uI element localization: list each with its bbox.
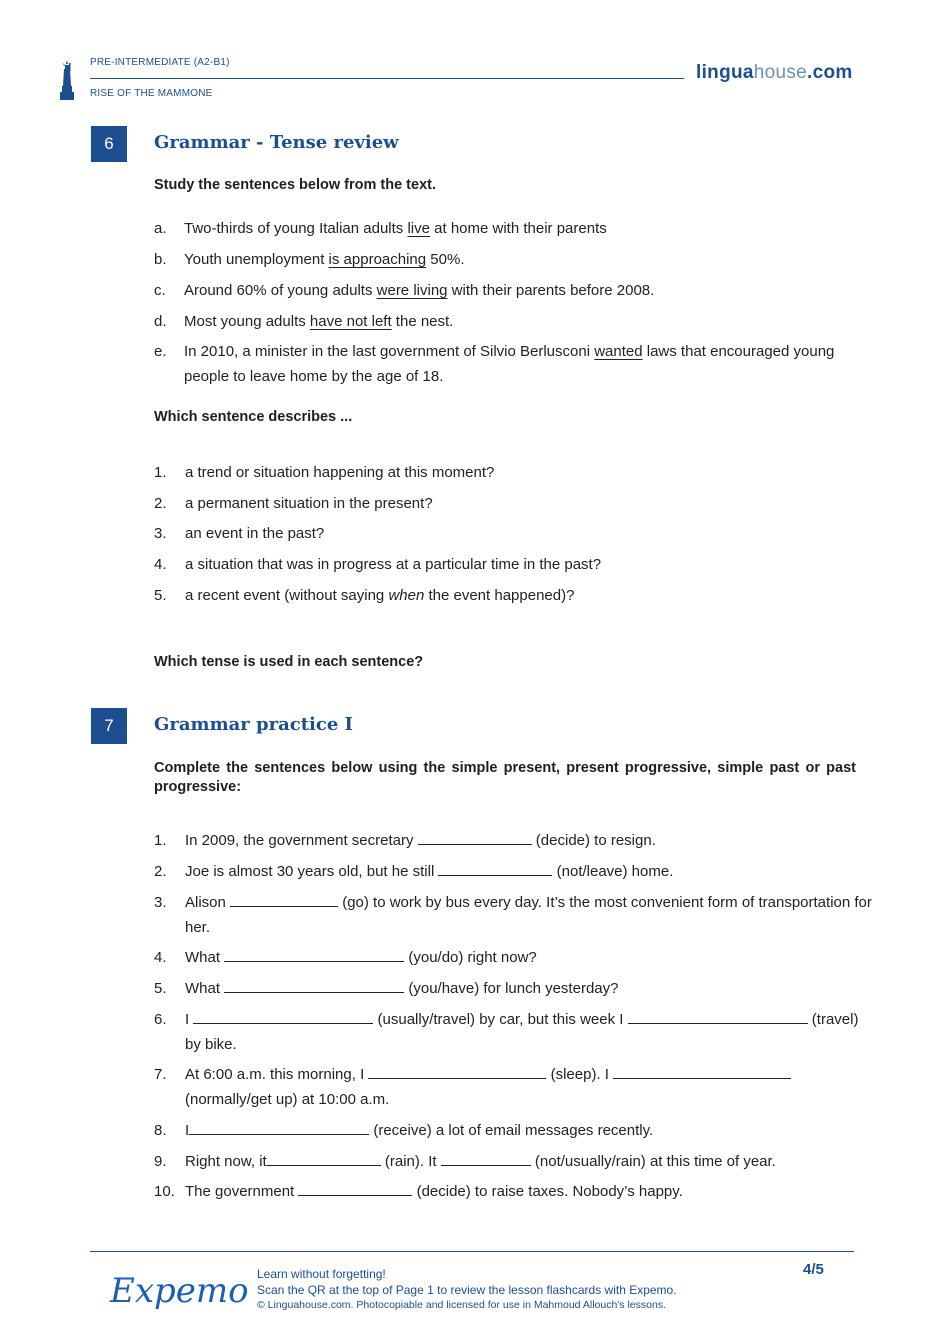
item-marker: 5.: [154, 587, 167, 604]
exercise-item: [154, 890, 874, 940]
underlined-verb: is approaching: [328, 251, 427, 268]
answer-blank[interactable]: [298, 1181, 412, 1196]
exercise-text: What: [185, 980, 225, 997]
exercise-text: (rain). It: [380, 1153, 441, 1170]
list-item: [154, 521, 874, 546]
answer-blank[interactable]: [441, 1151, 531, 1166]
footer-tagline: Learn without forgetting!: [257, 1267, 386, 1281]
answer-blank[interactable]: [368, 1064, 546, 1079]
item-marker: 3.: [154, 525, 167, 542]
exercise-item: [154, 976, 874, 1001]
answer-blank[interactable]: [224, 978, 404, 993]
footer-copyright: © Linguahouse.com. Photocopiable and licensed for use in Mahmoud Allouch's lessons.: [257, 1299, 666, 1311]
exercise-text: Alison: [185, 894, 231, 911]
list-item: [154, 339, 864, 389]
underlined-verb: live: [407, 220, 430, 237]
description-text: an event in the past?: [185, 525, 325, 542]
list-item: [154, 309, 874, 334]
exercise-text: (go) to work by bus every day. It’s the most convenient form of transportation for her.: [185, 894, 872, 936]
brand-logo: [696, 62, 853, 84]
exercise-item: [154, 859, 874, 884]
brand-part-house: house: [753, 62, 808, 83]
list-item: [154, 552, 874, 577]
list-item: [154, 278, 874, 303]
exercise-text: Joe is almost 30 years old, but he still: [185, 863, 439, 880]
section-title: Grammar - Tense review: [154, 132, 399, 153]
lesson-title: RISE OF THE MAMMONE: [90, 88, 213, 99]
list-item: [154, 583, 874, 608]
item-marker: 7.: [154, 1066, 167, 1083]
item-marker: 2.: [154, 495, 167, 512]
sentence-text: 50%.: [426, 251, 465, 268]
sentence-text: the nest.: [391, 313, 454, 330]
exercise-item: [154, 945, 874, 970]
statue-of-liberty-icon: [58, 60, 76, 100]
underlined-verb: have not left: [309, 313, 392, 330]
answer-blank[interactable]: [230, 892, 338, 907]
exercise-text: (decide) to raise taxes. Nobody’s happy.: [412, 1183, 683, 1200]
exercise-text: (you/do) right now?: [404, 949, 537, 966]
section-number-badge: 6: [91, 126, 127, 162]
item-marker: 6.: [154, 1011, 167, 1028]
exercise-text: I: [185, 1011, 194, 1028]
item-marker: a.: [154, 220, 167, 237]
exercise-text: (decide) to resign.: [531, 832, 656, 849]
sentence-text: laws that encouraged young people to leave home by the age of 18.: [184, 343, 835, 385]
sentence-text: Most young adults: [184, 313, 310, 330]
answer-blank[interactable]: [418, 830, 532, 845]
exercise-item: [154, 1149, 874, 1174]
question-heading: Which tense is used in each sentence?: [154, 654, 424, 670]
exercise-text: (not/leave) home.: [552, 863, 674, 880]
exercise-item: [154, 1062, 864, 1112]
answer-blank[interactable]: [438, 861, 552, 876]
sentence-text: with their parents before 2008.: [447, 282, 655, 299]
footer-instruction: Scan the QR at the top of Page 1 to review the lesson flashcards with Expemo.: [257, 1283, 677, 1297]
item-marker: 4.: [154, 949, 167, 966]
exercise-text: In 2009, the government secretary: [185, 832, 418, 849]
item-marker: 1.: [154, 832, 167, 849]
instruction: Study the sentences below from the text.: [154, 177, 436, 193]
section-number-badge: 7: [91, 708, 127, 744]
expemo-logo-text: Expemo: [110, 1271, 249, 1311]
footer-divider: [90, 1251, 854, 1252]
item-marker: 5.: [154, 980, 167, 997]
exercise-text: (travel) by bike.: [185, 1011, 859, 1053]
item-marker: b.: [154, 251, 167, 268]
description-text: a situation that was in progress at a particular time in the past?: [185, 556, 602, 573]
sentence-text: Around 60% of young adults: [184, 282, 377, 299]
exercise-item: [154, 828, 874, 853]
exercise-text: (usually/travel) by car, but this week I: [373, 1011, 628, 1028]
instruction: Complete the sentences below using the simple present, present progressive, simple past or past progressive:: [154, 760, 856, 795]
item-marker: 9.: [154, 1153, 167, 1170]
answer-blank[interactable]: [224, 947, 404, 962]
header-divider: [90, 78, 684, 79]
underlined-verb: wanted: [594, 343, 643, 360]
exercise-text: (normally/get up) at 10:00 a.m.: [185, 1091, 390, 1108]
item-marker: d.: [154, 313, 167, 330]
exercise-text: (receive) a lot of email messages recently.: [369, 1122, 654, 1139]
exercise-text: (you/have) for lunch yesterday?: [404, 980, 619, 997]
answer-blank[interactable]: [193, 1009, 373, 1024]
expemo-logo: [108, 1264, 249, 1326]
sentence-text: Two-thirds of young Italian adults: [184, 220, 408, 237]
exercise-item: [154, 1179, 874, 1204]
exercise-item: [154, 1007, 864, 1057]
item-marker: c.: [154, 282, 166, 299]
underlined-verb: were living: [376, 282, 448, 299]
exercise-text: (not/usually/rain) at this time of year.: [530, 1153, 776, 1170]
sentence-text: Youth unemployment: [184, 251, 329, 268]
exercise-text: What: [185, 949, 225, 966]
description-text: the event happened)?: [424, 587, 575, 604]
answer-blank[interactable]: [613, 1064, 791, 1079]
exercise-text: At 6:00 a.m. this morning, I: [185, 1066, 369, 1083]
item-marker: 3.: [154, 894, 167, 911]
description-text: a permanent situation in the present?: [185, 495, 433, 512]
exercise-text: Right now, it: [185, 1153, 267, 1170]
list-item: [154, 491, 874, 516]
emphasis-word: when: [388, 587, 425, 604]
answer-blank[interactable]: [628, 1009, 808, 1024]
description-text: a recent event (without saying: [185, 587, 389, 604]
exercise-text: (sleep). I: [546, 1066, 614, 1083]
section-title: Grammar practice I: [154, 714, 353, 735]
item-marker: 8.: [154, 1122, 167, 1139]
question-heading: Which sentence describes ...: [154, 409, 353, 425]
sentence-text: In 2010, a minister in the last government of Silvio Berlusconi: [184, 343, 595, 360]
brand-part-lingua: lingua: [696, 62, 754, 83]
page-number: 4/5: [803, 1261, 824, 1278]
list-item: [154, 216, 874, 241]
item-marker: 1.: [154, 464, 167, 481]
sentence-text: at home with their parents: [429, 220, 607, 237]
item-marker: 10.: [154, 1183, 175, 1200]
item-marker: 4.: [154, 556, 167, 573]
list-item: [154, 247, 874, 272]
brand-part-tld: .com: [807, 62, 853, 83]
item-marker: e.: [154, 343, 167, 360]
list-item: [154, 460, 874, 485]
item-marker: 2.: [154, 863, 167, 880]
course-level: PRE-INTERMEDIATE (A2-B1): [90, 57, 230, 68]
description-text: a trend or situation happening at this moment?: [185, 464, 495, 481]
exercise-text: I: [185, 1122, 190, 1139]
answer-blank[interactable]: [267, 1151, 381, 1166]
exercise-text: The government: [185, 1183, 299, 1200]
exercise-item: [154, 1118, 874, 1143]
answer-blank[interactable]: [189, 1120, 369, 1135]
